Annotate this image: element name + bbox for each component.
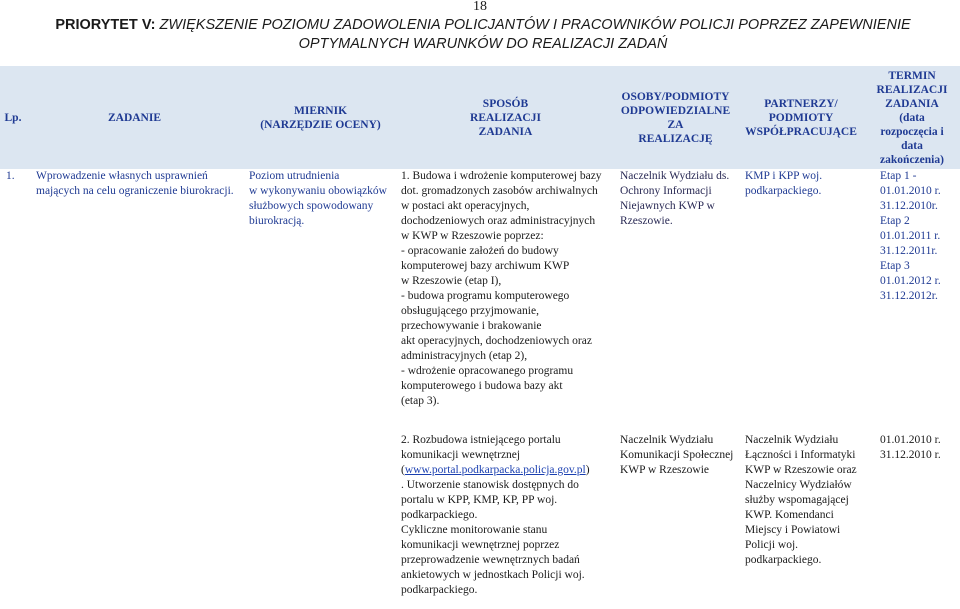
header-partnerzy: PARTNERZY/ PODMIOTY WSPÓŁPRACUJĄCE (745, 97, 857, 138)
priority-description: ZWIĘKSZENIE POZIOMU ZADOWOLENIA POLICJANTÓW I PRACOWNIKÓW POLICJI POPRZEZ ZAPEWNIENIE OPTYMALNYCH WARUNKÓW DO REALIZACJI ZADAŃ (159, 17, 911, 52)
action-plan-table (0, 66, 960, 598)
table-row (0, 169, 960, 433)
priority-lead: PRIORYTET V: (55, 17, 156, 33)
header-zadanie: ZADANIE (107, 111, 162, 124)
page-number: 18 (473, 0, 487, 14)
row-osoby: Naczelnik Wydziału ds. Ochrony Informacji Niejawnych KWP w Rzeszowie. (620, 170, 730, 227)
row-zadanie (26, 433, 243, 598)
row-osoby: Naczelnik Wydziału Komunikacji Społecznej KWP w Rzeszowie (620, 434, 734, 476)
row-sposob (398, 433, 613, 598)
row-partnerzy: KMP i KPP woj. podkarpackiego. (745, 170, 823, 197)
row-sposob: 1. Budowa i wdrożenie komputerowej bazy dot. gromadzonych zasobów archiwalnych w postaci akt operacyjnych, dochodzeniowych oraz administracyjnych w KWP w Rzeszowie poprzez: - opracowanie założeń do budowy komputerowej bazy archiwum KWP w Rzeszowie (etap I), - budowa programu komputerowego obsługującego przyjmowanie, przechowywanie i brakowanie akt operacyjnych, dochodzeniowych oraz administracyjnych (etap 2), - wdrożenie opracowanego programu komputerowego i budowa bazy akt (etap 3). (401, 170, 602, 407)
sposob-text-before-link: 2. Rozbudowa istniejącego portalu komunikacji wewnętrznej ( (401, 434, 561, 476)
header-lp: Lp. (4, 111, 22, 124)
row-partnerzy: Naczelnik Wydziału Łączności i Informatyki KWP w Rzeszowie oraz Naczelnicy Wydziałów służby wspomagającej KWP. Komendanci Miejscy i Powiatowi Policji woj. podkarpackiego. (745, 434, 857, 566)
row-miernik: Poziom utrudnienia w wykonywaniu obowiązków służbowych spowodowany biurokracją. (249, 170, 387, 227)
header-osoby: OSOBY/PODMIOTY ODPOWIEDZIALNE ZA REALIZACJĘ (620, 90, 731, 145)
header-termin: TERMIN REALIZACJI ZADANIA (data rozpoczęcia i data zakończenia) (876, 69, 948, 166)
row-zadanie: Wprowadzenie własnych usprawnień mających na celu ograniczenie biurokracji. (36, 170, 234, 197)
portal-link[interactable]: www.portal.podkarpacka.policja.gov.pl (404, 464, 586, 476)
priority-heading (18, 16, 948, 54)
table-header-row (0, 66, 960, 169)
header-miernik: MIERNIK (NARZĘDZIE OCENY) (260, 104, 381, 131)
row-termin: 01.01.2010 r. 31.12.2010 r. (880, 434, 941, 461)
sposob-text-after-link: ) . Utworzenie stanowisk dostępnych do portalu w KPP, KMP, KP, PP woj. podkarpackiego. Cykliczne monitorowanie stanu komunikacji wewnętrznej poprzez przeprowadzenie wewnętrznych badań ankietowych w jednostkach Policji woj. podkarpackiego. (401, 464, 590, 596)
row-lp (0, 433, 26, 598)
row-termin: Etap 1 - 01.01.2010 r. 31.12.2010r. Etap 2 01.01.2011 r. 31.12.2011r. Etap 3 01.01.2012 r. 31.12.2012r. (880, 170, 941, 302)
table-row (0, 433, 960, 598)
header-sposob: SPOSÓB REALIZACJI ZADANIA (470, 97, 541, 138)
row-lp: 1. (6, 170, 15, 182)
row-miernik (243, 433, 398, 598)
